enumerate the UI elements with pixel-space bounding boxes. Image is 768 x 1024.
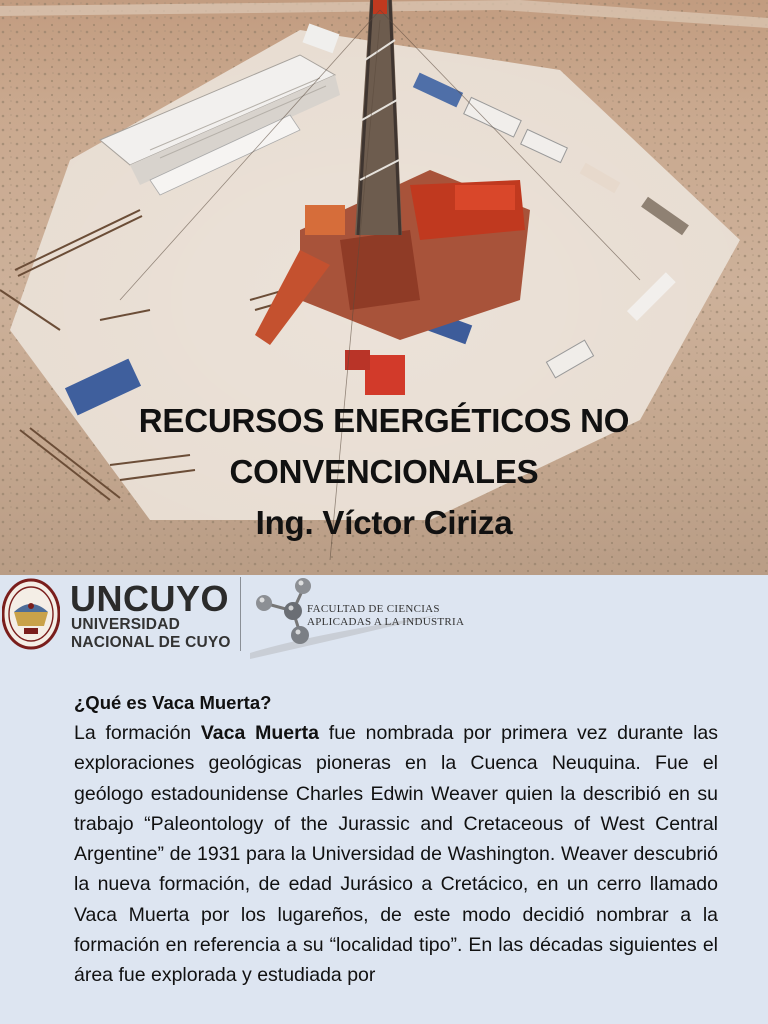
paragraph-text-rest: fue nombrada por primera vez durante las exploraciones geológicas pioneras en la Cuenca Neuquina. Fue el geólogo estadounidense Charles Edwin Weaver quien la describió en su trabajo “Paleontology of the Jurassic and Cretaceous of West Central Argentine” de 1931 para la Universidad de Washington. Weaver descubrió la nueva formación, de edad Jurásico a Cretácico, en un cerro llamado Vaca Muerta por los lugareños, de este modo decidió nombrar a la formación en referencia a su “localidad tipo”. En las décadas siguientes el área fue explorada y estudiada por	[74, 722, 718, 987]
body-paragraph	[74, 718, 718, 991]
author-name: Ing. Víctor Ciriza	[255, 504, 513, 541]
logo-band	[0, 575, 768, 665]
section-heading: ¿Qué es Vaca Muerta?	[74, 692, 272, 713]
title-line-1: RECURSOS ENERGÉTICOS NO	[138, 402, 630, 439]
title-line-2: CONVENCIONALES	[229, 453, 539, 490]
uncuyo-seal-icon	[2, 578, 60, 650]
fcai-name-line-1: FACULTAD DE CIENCIAS	[307, 603, 440, 615]
uncuyo-subtitle-1: UNIVERSIDAD	[71, 616, 180, 633]
uncuyo-subtitle-2: NACIONAL DE CUYO	[71, 634, 231, 651]
article-body	[74, 688, 718, 991]
bold-term: Vaca Muerta	[200, 722, 320, 744]
logo-divider	[240, 577, 241, 651]
uncuyo-wordmark: UNCUYO	[70, 578, 230, 619]
fcai-name-line-2: APLICADAS A LA INDUSTRIA	[307, 616, 465, 628]
paragraph-text-start: La formación	[74, 722, 201, 744]
